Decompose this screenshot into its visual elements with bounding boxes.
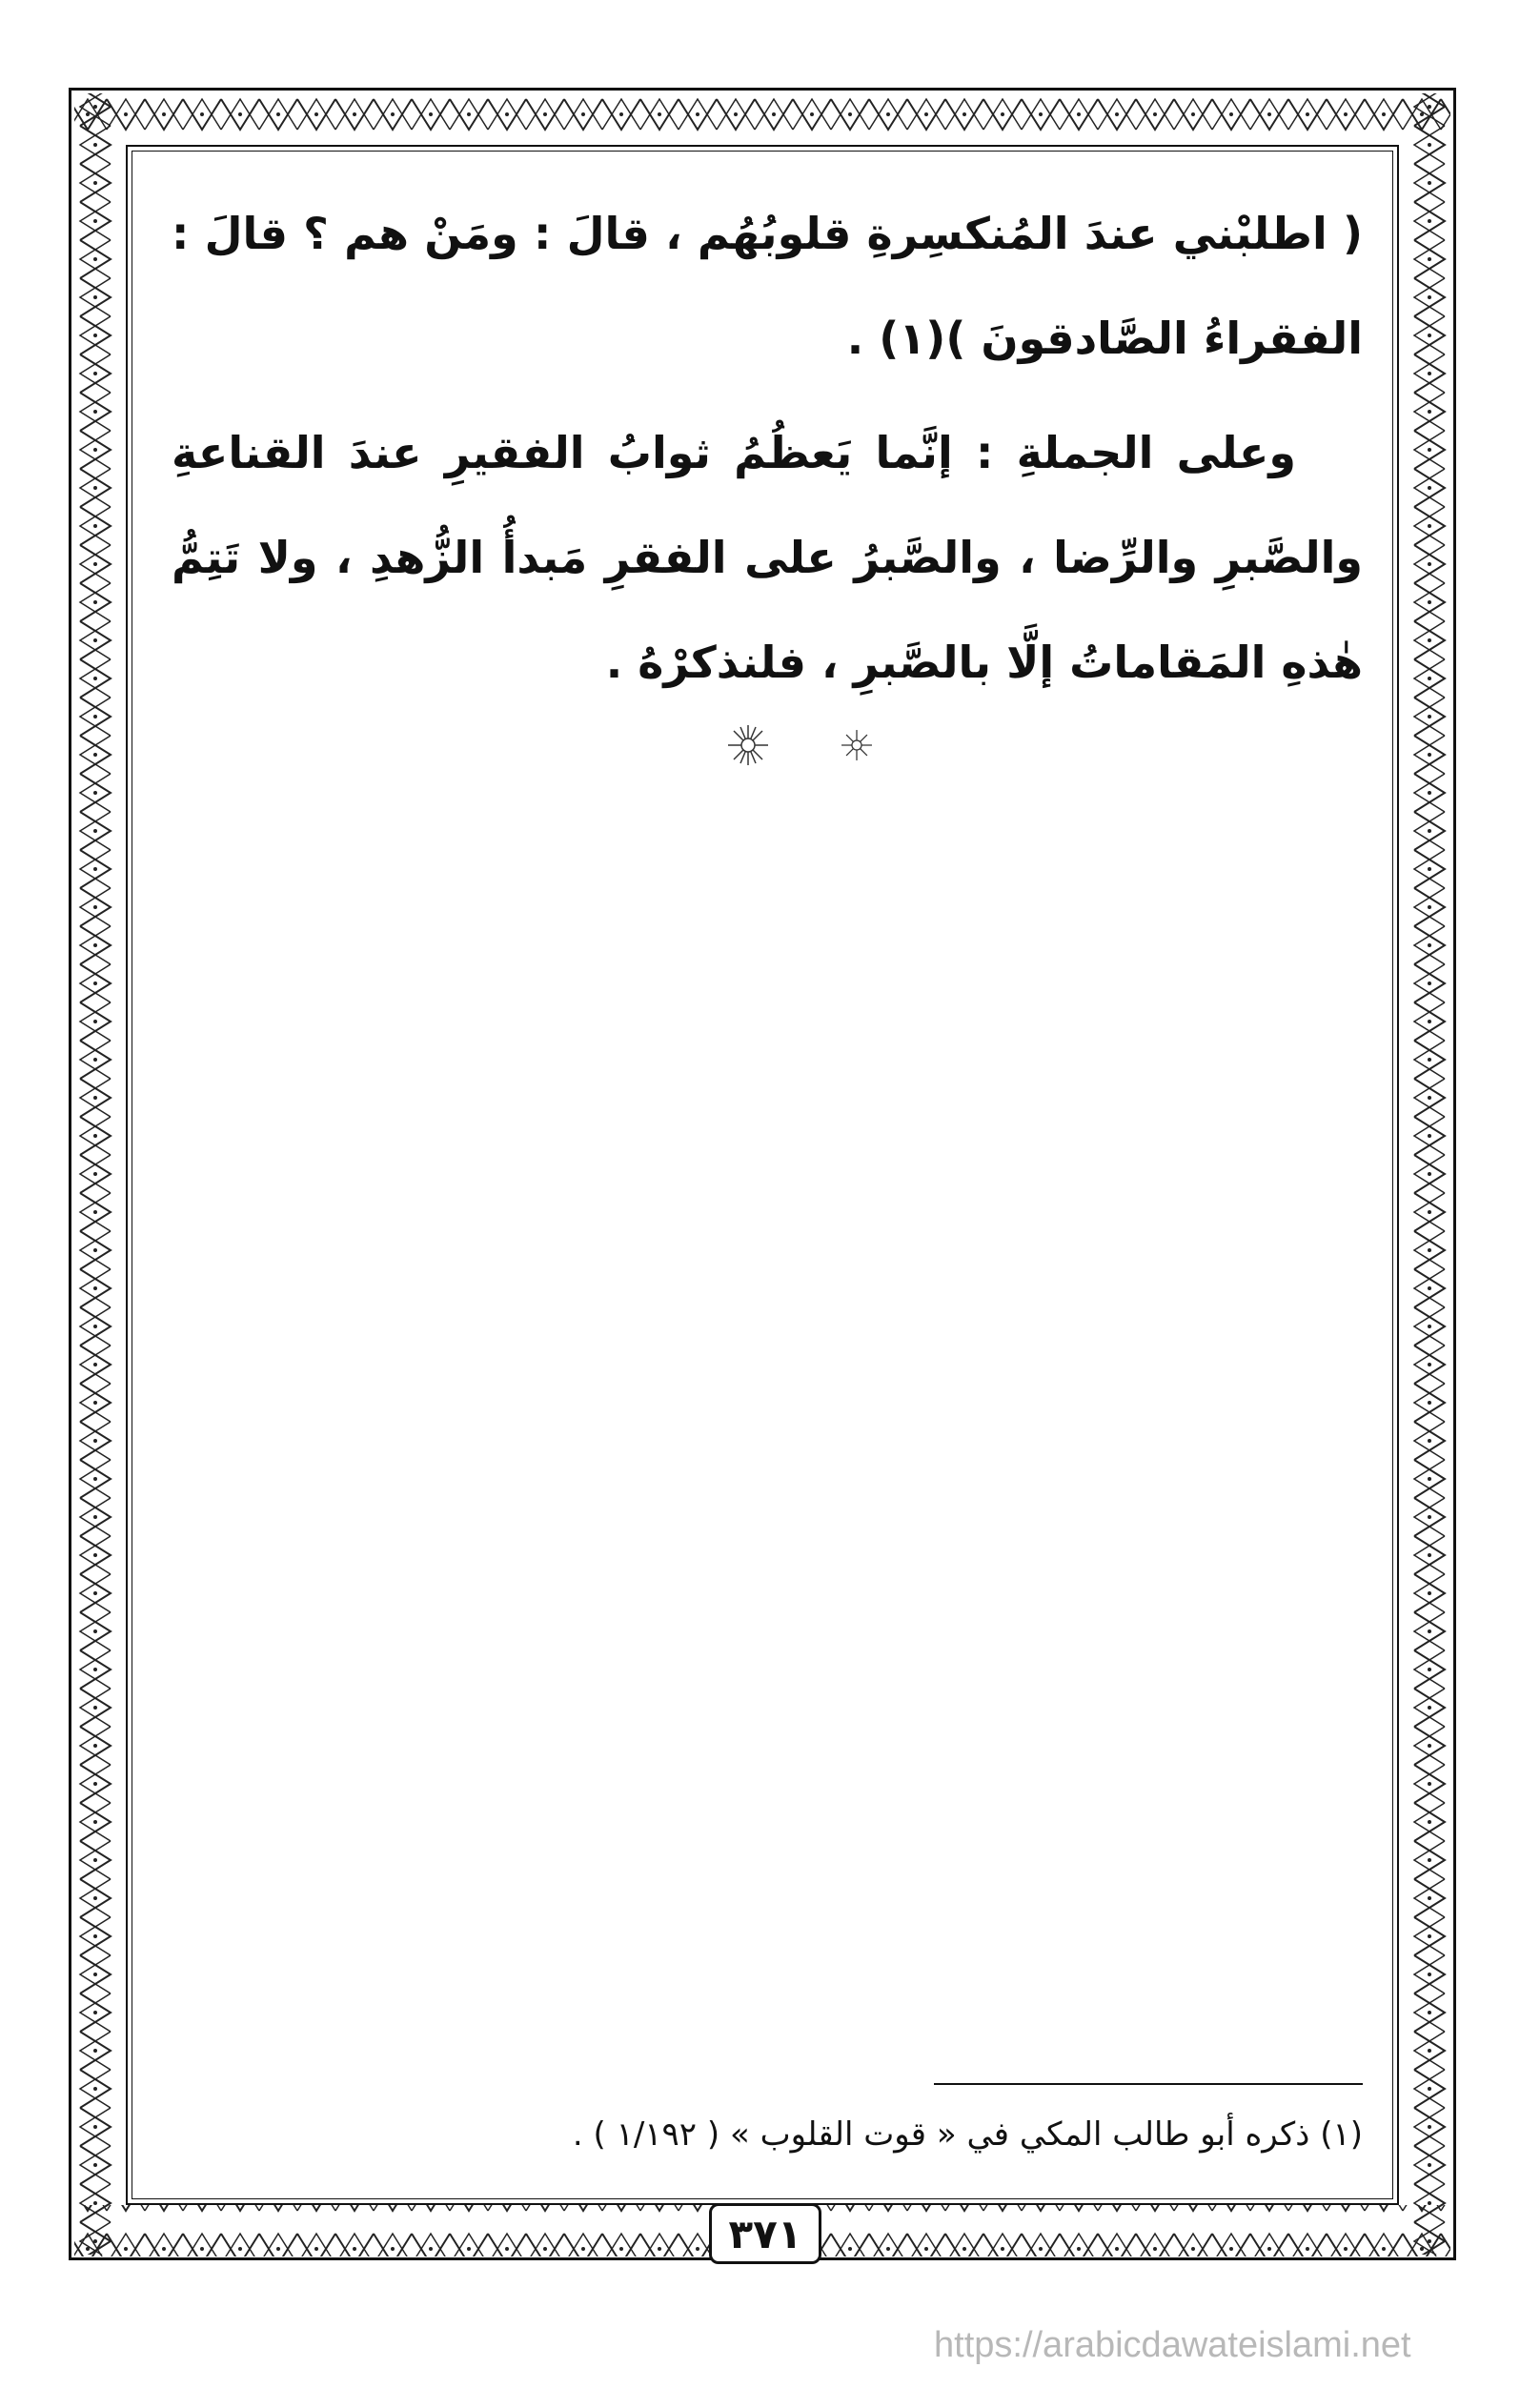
- watermark-url: https://arabicdawateislami.net: [934, 2325, 1411, 2365]
- starburst-icon: [837, 725, 877, 765]
- footnote-divider: [934, 2083, 1363, 2085]
- page-number: ٣٧١: [709, 2203, 821, 2264]
- section-ornament: [724, 717, 877, 774]
- paragraph-1: ( اطلبْني عندَ المُنكسِرةِ قلوبُهُم ، قالَ : ومَنْ هم ؟ قالَ : الفقراءُ الصَّادقونَ )(١) .: [172, 208, 1363, 364]
- paragraph-2: وعلى الجملةِ : إنَّما يَعظُمُ ثوابُ الفقيرِ عندَ القناعةِ والصَّبرِ والرِّضا ، والصَّبرُ على الفقرِ مَبدأُ الزُّهدِ ، ولا تَتِمُّ هٰذهِ المَقاماتُ إلَّا بالصَّبرِ ، فلنذكرْهُ .: [172, 427, 1363, 688]
- starburst-icon: [724, 721, 772, 769]
- footnote: (١) ذكره أبو طالب المكي في « قوت القلوب » ( ١/١٩٢ ) .: [572, 2115, 1363, 2154]
